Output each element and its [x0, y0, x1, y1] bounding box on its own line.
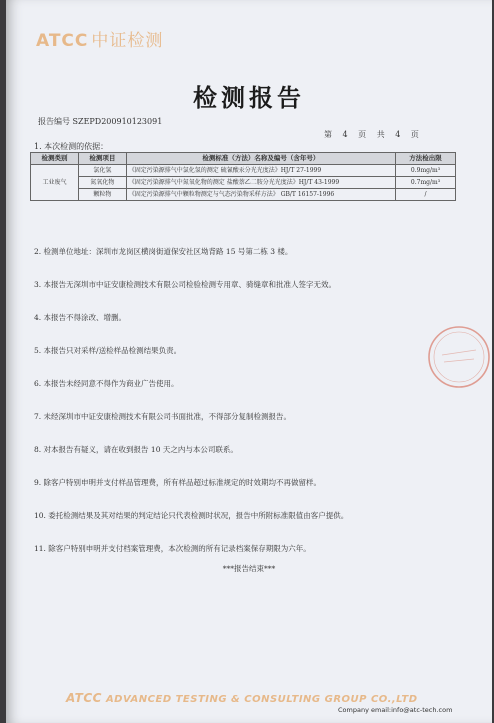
header-logo-latin: ATCC [36, 31, 89, 51]
page-title: 检测报告 [193, 84, 305, 112]
table-header-row [31, 153, 456, 165]
table-header-cell: 检测项目 [78, 153, 126, 165]
table-header-cell: 方法检出限 [396, 153, 456, 165]
item-cell: 氮氧化物 [78, 177, 126, 189]
footer-logo-latin: ATCC [66, 691, 102, 705]
footer-logo [66, 691, 418, 705]
note-item: 11. 除客户特别申明并支付档案管理费，本次检测的所有记录档案保存期限为六年。 [34, 544, 311, 553]
standard-cell: 《固定污染源排气中颗粒物测定与气态污染物采样方法》 GB/T 16157-1996 [126, 189, 395, 201]
basis-label: 1. 本次检测的依据： [34, 142, 109, 151]
note-item: 9. 除客户特别申明并支付样品管理费，所有样品超过标准规定的时效期均不再做留样。 [34, 478, 322, 487]
note-item: 8. 对本报告有疑义，请在收到报告 10 天之内与本公司联系。 [34, 445, 238, 454]
limit-cell: 0.9mg/m³ [396, 165, 456, 177]
footer-company: ADVANCED TESTING & CONSULTING GROUP CO.,LTD [105, 694, 418, 705]
header-logo [36, 26, 163, 51]
table-row [31, 165, 456, 177]
table-row [31, 189, 456, 201]
note-item: 10. 委托检测结果及其对结果的判定结论只代表检测时状况，报告中所附标准限值由客户提供。 [34, 511, 349, 520]
standard-cell: 《固定污染源排气中氯化氢的测定 硫氰酸汞分光光度法》HJ/T 27-1999 [126, 165, 395, 177]
note-item: 6. 本报告未经同意不得作为商业广告使用。 [34, 379, 179, 388]
standard-cell: 《固定污染源排气中氮氧化物的测定 盐酸萘乙二胺分光光度法》HJ/T 43-1999 [126, 177, 395, 189]
report-page [6, 0, 492, 723]
note-item: 7. 未经深圳市中证安康检测技术有限公司书面批准，不得部分复制检测报告。 [34, 412, 292, 421]
note-item: 2. 检测单位地址：深圳市龙岗区横岗街道保安社区坳背路 15 号第二栋 3 楼。 [34, 247, 293, 256]
table-row [31, 177, 456, 189]
report-end-marker: ***报告结束*** [222, 564, 276, 573]
limit-cell: 0.7mg/m³ [396, 177, 456, 189]
header-logo-cn: 中证检测 [91, 31, 164, 51]
note-item: 3. 本报告无深圳市中证安康检测技术有限公司检验检测专用章、骑缝章和批准人签字无效。 [34, 280, 337, 289]
page-number: 第 4 页 共 4 页 [324, 130, 419, 139]
table-header-cell: 检测类别 [31, 153, 79, 165]
standards-table [30, 152, 456, 201]
table-header-cell: 检测标准（方法）名称及编号（含年号） [126, 153, 395, 165]
note-item: 4. 本报告不得涂改、增删。 [34, 313, 127, 322]
seam-stamp [424, 322, 494, 392]
note-item: 5. 本报告只对采样/送检样品检测结果负责。 [34, 346, 182, 355]
item-cell: 颗粒物 [78, 189, 126, 201]
report-number: 报告编号 SZEPD200910123091 [38, 117, 163, 126]
footer-email: Company email:info@atc-tech.com [338, 706, 453, 714]
category-cell: 工业废气 [31, 165, 79, 201]
item-cell: 氯化氢 [78, 165, 126, 177]
limit-cell: / [396, 189, 456, 201]
notes-list [34, 246, 474, 576]
